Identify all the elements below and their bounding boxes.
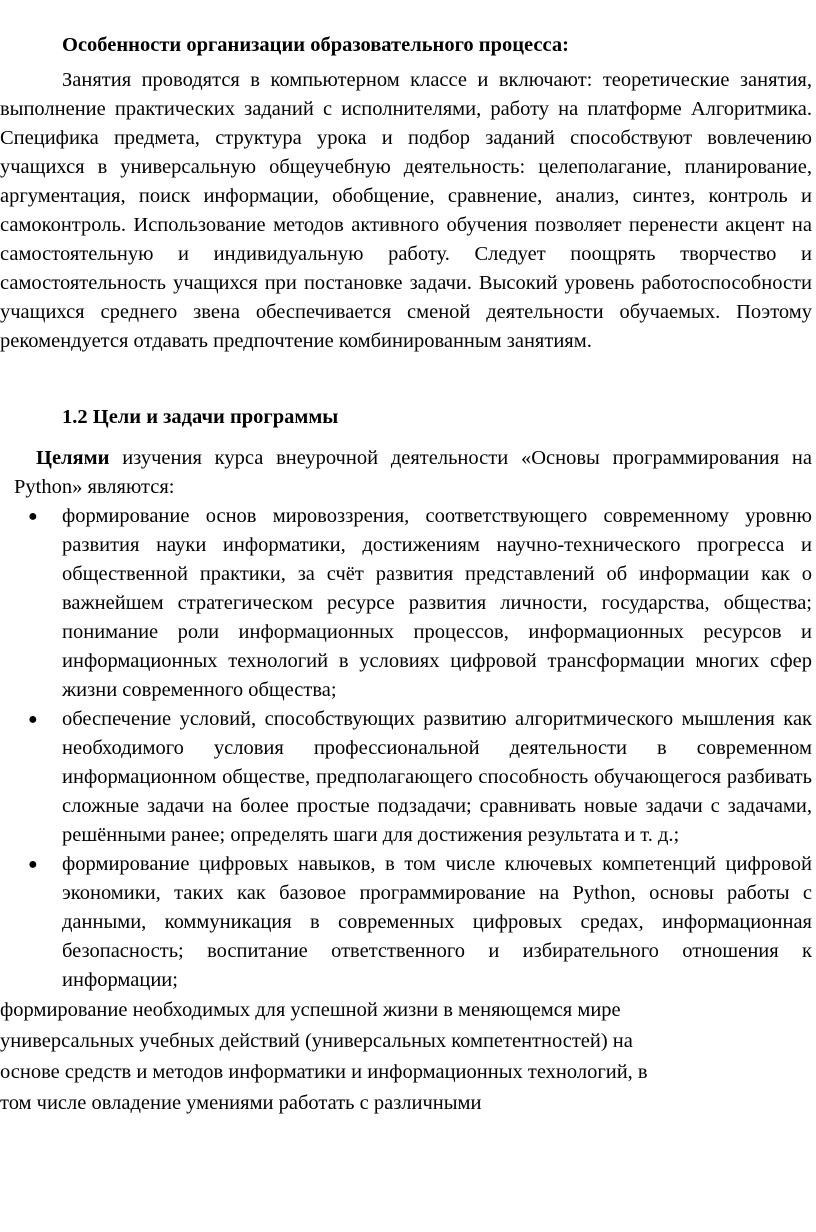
goals-section-title: 1.2 Цели и задачи программы xyxy=(62,406,339,428)
goals-item-text: формирование цифровых навыков, в том числе ключевых компетенций цифровой экономики, таких как базовое программирование на Python, основы работы с данными, коммуникация в современных цифровых средах, информационная безопасность; воспитание ответственного и избирательного отношения к информации; xyxy=(62,853,812,991)
goals-list-item xyxy=(0,705,816,850)
goals-item-text: обеспечение условий, способствующих развитию алгоритмического мышления как необходимого условия профессиональной деятельности в современном информационном обществе, предполагающего способность обучающегося разбивать сложные задачи на более простые подзадачи; сравнивать новые задачи с задачами, решёнными ранее; определять шаги для достижения результата и т. д.; xyxy=(62,708,812,846)
tail-line: формирование необходимых для успешной жизни в меняющемся мире xyxy=(0,999,621,1021)
bullet-icon: ● xyxy=(28,508,38,525)
org-heading: Особенности организации образовательного процесса: xyxy=(62,34,569,56)
bullet-icon: ● xyxy=(28,856,38,873)
org-paragraph: Занятия проводятся в компьютерном классе и включают: теоретические занятия, выполнение практических заданий с исполнителями, работу на платформе Алгоритмика. Специфика предмета, структура урока и подбор заданий способствуют вовлечению учащихся в универсальную общеучебную деятельность: целеполагание, планирование, аргументация, поиск информации, обобщение, сравнение, анализ, синтез, контроль и самоконтроль. Использование методов активного обучения позволяет перенести акцент на самостоятельную и индивидуальную работу. Следует поощрять творчество и самостоятельность учащихся при постановке задачи. Высокий уровень работоспособности учащихся среднего звена обеспечивается сменой деятельности обучаемых. Поэтому рекомендуется отдавать предпочтение комбинированным занятиям. xyxy=(0,69,812,352)
tail-line: том числе овладение умениями работать с различными xyxy=(0,1092,482,1114)
goals-list-item xyxy=(0,850,816,995)
goals-list-item xyxy=(0,502,816,705)
document-page xyxy=(0,24,816,1119)
goals-intro xyxy=(14,444,812,502)
tail-line: основе средств и методов информатики и информационных технологий, в xyxy=(0,1061,648,1083)
goals-intro-rest: изучения курса внеурочной деятельности «Основы программирования на Python» являются: xyxy=(14,447,812,498)
goals-list xyxy=(0,502,816,995)
goals-intro-bold: Целями xyxy=(36,447,110,469)
tail-paragraph xyxy=(0,995,816,1119)
goals-item-text: формирование основ мировоззрения, соответствующего современному уровню развития науки информатики, достижениям научно-технического прогресса и общественной практики, за счёт развития представлений об информации как о важнейшем стратегическом ресурсе развития личности, государства, общества; понимание роли информационных процессов, информационных ресурсов и информационных технологий в условиях цифровой трансформации многих сфер жизни современного общества; xyxy=(62,505,812,701)
bullet-icon: ● xyxy=(28,711,38,728)
tail-line: универсальных учебных действий (универсальных компетентностей) на xyxy=(0,1030,633,1052)
